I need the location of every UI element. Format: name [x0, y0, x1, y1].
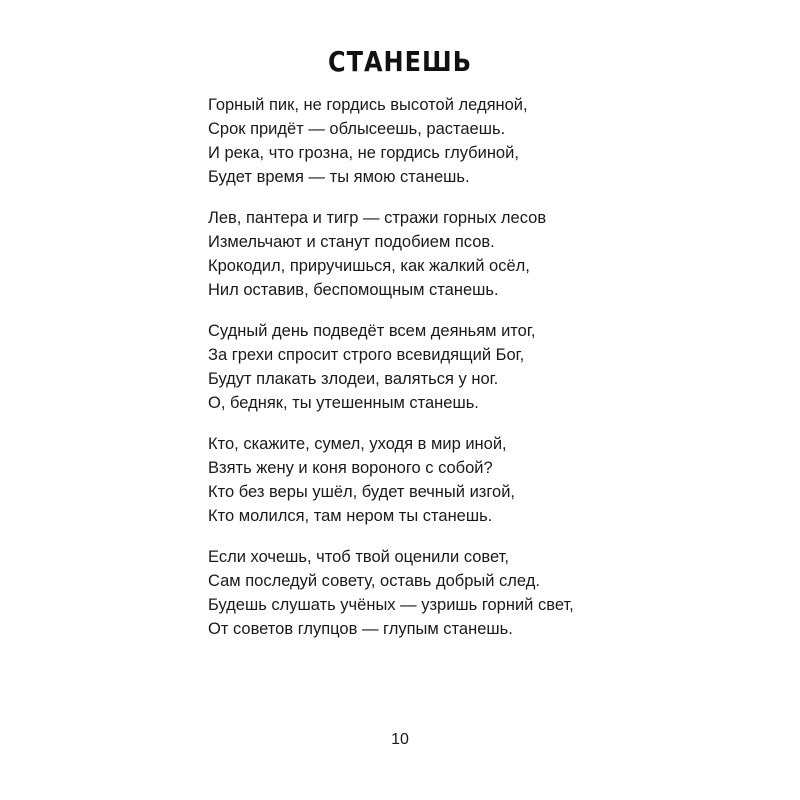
poem-line: Крокодил, приручишься, как жалкий осёл, [208, 257, 530, 275]
poem-line: Взять жену и коня вороного с собой? [208, 459, 493, 477]
poem-line: Судный день подведёт всем деяньям итог, [208, 322, 536, 340]
poem-line: Кто, скажите, сумел, уходя в мир иной, [208, 435, 507, 453]
poem-line: Будет время — ты ямою станешь. [208, 168, 470, 186]
stanza [208, 545, 628, 641]
poem-title: СТАНЕШЬ [328, 45, 472, 79]
poem-line: Измельчают и станут подобием псов. [208, 233, 495, 251]
poem-line: За грехи спросит строго всевидящий Бог, [208, 346, 525, 364]
poem-body [208, 93, 628, 658]
poem-line: О, бедняк, ты утешенным станешь. [208, 394, 479, 412]
page-number: 10 [391, 731, 409, 748]
stanza [208, 319, 628, 415]
stanza [208, 432, 628, 528]
poem-line: От советов глупцов — глупым станешь. [208, 620, 513, 638]
poem-line: Будешь слушать учёных — узришь горний свет, [208, 596, 574, 614]
stanza [208, 206, 628, 302]
poem-line: Срок придёт — облысеешь, растаешь. [208, 120, 506, 138]
poem-line: Сам последуй совету, оставь добрый след. [208, 572, 540, 590]
poem-line: Лев, пантера и тигр — стражи горных лесов [208, 209, 547, 227]
poem-line: Будут плакать злодеи, валяться у ног. [208, 370, 499, 388]
stanza [208, 93, 628, 189]
poem-line: Нил оставив, беспомощным станешь. [208, 281, 499, 299]
poem-line: Если хочешь, чтоб твой оценили совет, [208, 548, 509, 566]
poem-line: Кто молился, там нером ты станешь. [208, 507, 493, 525]
poem-line: Кто без веры ушёл, будет вечный изгой, [208, 483, 515, 501]
poem-line: Горный пик, не гордись высотой ледяной, [208, 96, 528, 114]
poem-line: И река, что грозна, не гордись глубиной, [208, 144, 519, 162]
